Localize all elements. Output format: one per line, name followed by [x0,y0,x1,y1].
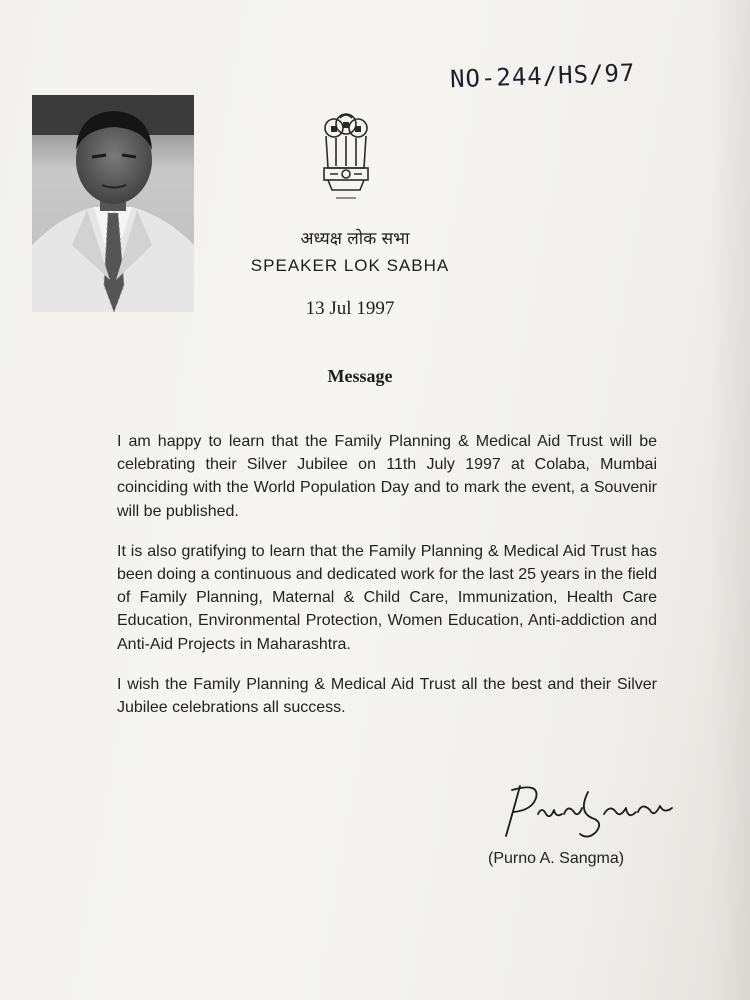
page-edge-shadow [710,0,750,1000]
signatory-name: (Purno A. Sangma) [488,850,625,867]
reference-number: NO-244/HS/97 [449,58,636,94]
paragraph: I am happy to learn that the Family Planning & Medical Aid Trust will be celebrating their Silver Jubilee on 11th July 1997 at Colaba, Mumbai coinciding with the World Population Day and to mark the event, a Souvenir will be published. [117,433,657,520]
paragraph: It is also gratifying to learn that the Family Planning & Medical Aid Trust has been doing a continuous and dedicated work for the last 25 years in the field of Family Planning, Maternal & Child Care, Immunization, Health Care Education, Environmental Protection, Women Education, Anti-addiction and Anti-Aid Projects in Maharashtra. [117,542,657,653]
letterhead-hindi-title: अध्यक्ष लोक सभा [300,229,410,249]
handwritten-signature [492,778,692,848]
message-body [117,430,657,736]
portrait-image [32,95,194,312]
portrait-photo [32,95,194,312]
letter-heading: Message [327,366,393,386]
letter-date: 13 Jul 1997 [305,298,395,319]
letterhead-title: SPEAKER LOK SABHA [250,256,450,275]
state-emblem-icon [314,108,378,208]
paragraph: I wish the Family Planning & Medical Aid Trust all the best and their Silver Jubilee celebrations all success. [117,675,657,717]
